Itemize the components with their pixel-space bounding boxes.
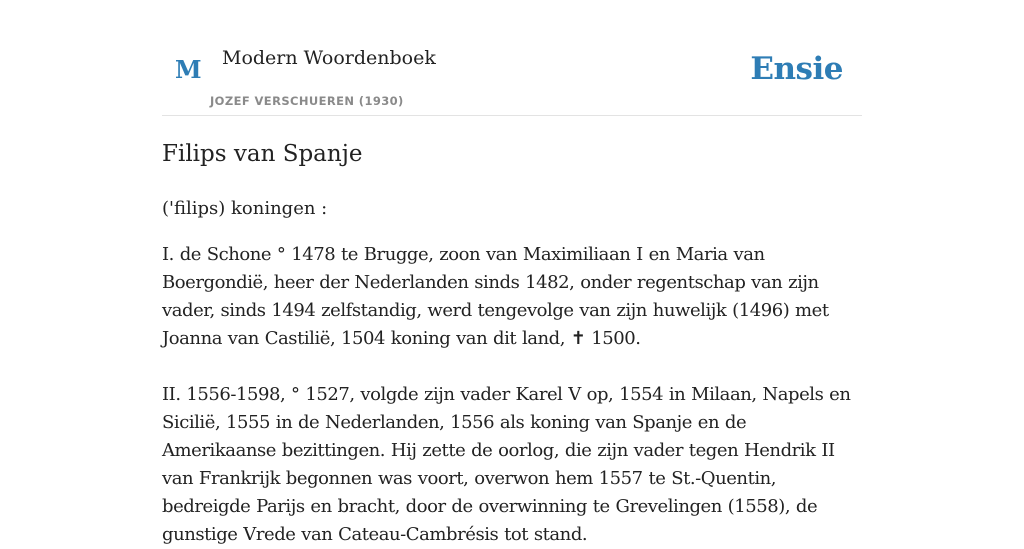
definition-paragraph: II. 1556-1598, ° 1527, volgde zijn vader Karel V op, 1554 in Milaan, Napels en Sicilië, 1555 in de Nederlanden, 1556 als koning van Spanje en de Amerikaanse bezittingen. Hij zette de oorlog, die zijn vader tegen Hendrik II van Frankrijk begonnen was voort, overwon hem 1557 te St.-Quentin, bedreigde Parijs en bracht, door de overwinning te Grevelingen (1558), de gunstige Vrede van Cateau-Cambrésis tot stand.	[162, 384, 851, 545]
entry-title: Filips van Spanje	[162, 141, 363, 167]
book-logo[interactable]: M	[175, 55, 202, 84]
definition-paragraph: I. de Schone ° 1478 te Brugge, zoon van Maximiliaan I en Maria van Boergondië, heer der Nederlanden sinds 1482, onder regentschap van zijn vader, sinds 1494 zelfstandig, werd tengevolge van zijn huwelijk (1496) met Joanna van Castilië, 1504 koning van dit land, ✝ 1500.	[162, 244, 829, 349]
entry-pronunciation: ('filips) koningen :	[162, 198, 328, 219]
header	[162, 0, 862, 116]
book-title[interactable]: Modern Woordenboek	[222, 47, 436, 69]
book-author: JOZEF VERSCHUEREN (1930)	[210, 94, 404, 108]
entry-content	[162, 135, 862, 549]
ensie-logo[interactable]: Ensie	[750, 51, 843, 87]
